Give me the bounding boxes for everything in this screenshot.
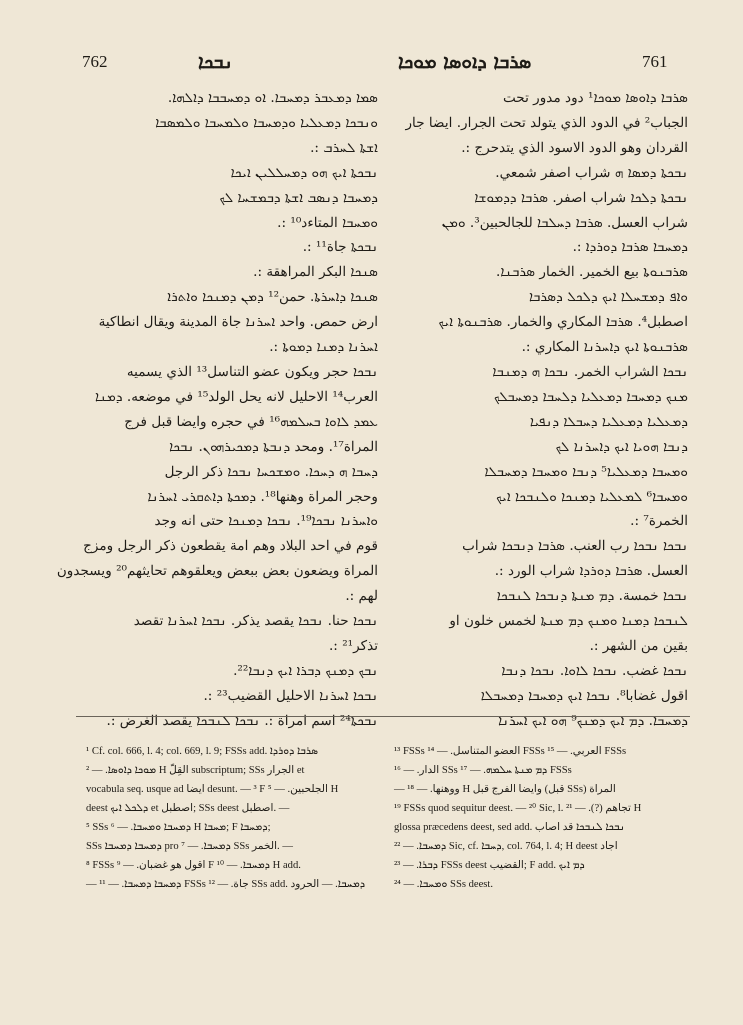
right-column-line: الخمرة⁷ :. (630, 513, 688, 530)
footnote-right-line: ¹⁹ FSSs quod sequitur deest. — ²⁰ Sic, l. تجاهم (?). — ²¹ H (394, 803, 642, 814)
right-running-head: ܣܪܒܐ ܕܐܘܣܐ ܡܘܟܐ (398, 51, 532, 73)
left-column-line: ܘܐܚܪܢܐ ܢܒܟܐ¹⁹. ܢܒܟܐ ܕܡܢܟܐ حتى انه وجد (154, 513, 378, 530)
right-column-line: العسل. ܣܪܒܐ ܕܘܪܕܐ شراب الورد :. (494, 563, 688, 580)
page-header (0, 48, 743, 84)
footnote-left-line: ⁵ SSs ܕܡܚܒܐ ܘܡܚܒܐ. — ⁶ H ܡܚܒܐ; F ܕܡܚܒܐ; (86, 822, 271, 833)
right-column-line: ܠܢܒܟܐ ܕܡܢܐ ܘܡܢܟ ܕܡ ܡܢܬܐ لخمس خلون او (449, 613, 688, 630)
right-page-number: 761 (642, 52, 668, 71)
left-column-line: ܘܢܒܟܐ ܕܡܥܠܝܐ ܘܕܡܚܒܐ ܘܠܡܚܒܐ ܘܠܡܣܒܐ (155, 114, 378, 131)
right-column-line: ܕܡܚܒܐ ܣܪܒܐ ܕܘܪܕܐ :. (572, 239, 688, 256)
left-column-line: ܣܢܟܐ ܕܐܚܪܬܐ. حمن¹² ܕܡܢ ܕܡܢܟܐ ܘܐܬܪܐ (167, 289, 378, 306)
left-column-line: ܐܫܬܐ ܠܚܪܒ :. (310, 139, 378, 156)
left-column-line: ܢܒܟܐ ܐܚܪܢܐ الاحليل القضيب²³ :. (203, 687, 378, 704)
right-column-line: الجباب² في الدود الذي يتولد تحت الجرار. ايضا جار (405, 114, 688, 131)
left-column-line: ܘܡܚܒܐ المتاءد¹⁰ :. (277, 214, 378, 231)
left-column-line: ܢܒܟ ܕܡܢܟ ܕܒܪܐ ܐܝܟ ܕܢܒܐ²². (233, 662, 378, 679)
left-column-line: ܐܚܪܢܐ ܕܡܢܐ ܕܡܘܬܐ :. (269, 339, 378, 356)
right-column-line: ܕܢܒܐ ܗܘܝܐ ܐܝܟ ܕܐܚܪܢܐ ܠܟ (555, 438, 688, 455)
footnote-left-line: SSs ܕܡܚܒܐ ܕܡܚܒܐ pro ܕܡܚܒܐ. — ⁷ SSs الخمر. — (86, 841, 293, 852)
right-column-line: ܕܡܥܠܝܐ ܕܡܥܠܝܐ ܕܚܒܠܐ ܕܢܦܝܐ (529, 413, 688, 430)
left-running-head: ܢܒܟܐ (198, 51, 233, 73)
right-column-line: ܣܪܒܐ ܕܐܘܣܐ ܡܘܟܐ¹ دود مدور تحت (502, 90, 688, 106)
left-column-line: ܕܡܚܒܐ ܕܢܣܒ ܐܫܬܐ ܕܒܡܫܚܐ ܠܟ (219, 189, 378, 206)
left-footnotes (86, 742, 378, 912)
left-column-line: لهم :. (345, 588, 378, 605)
right-column-line: ܢܒܟܐ ܢܒܟܐ رب العنب. ܣܪܒܐ ܕܢܒܟܐ شراب (462, 538, 688, 555)
right-footnotes (394, 742, 690, 912)
right-column-line: اقول غضابا⁸. ܢܒܟܐ ܐܝܟ ܕܡܚܒܐ ܕܡܚܒܠܐ (480, 687, 688, 704)
left-column-line: المراة ويضعون بعض ببعض ويعلقوهم تحايثهم²⁰ ويسجدون (56, 563, 378, 580)
right-column-line: ܢܒܟܐ غضب. ܢܒܟܐ ܠܐܘܐ. ܢܒܟܐ ܕܢܒܐ (501, 662, 688, 679)
right-column-line: ܢܒܟܬܐ ܕܠܟܐ شراب اصفر. ܣܪܒܐ ܕܕܡܘܫܐ (474, 189, 688, 206)
right-column-line: ܘܡܚܒܐ ܕܡܥܠܝܐ⁵ ܕܢܒܐ ܘܡܚܒܐ ܕܡܚܒܠܐ (484, 463, 688, 480)
left-column-line: المراة¹⁷. ومحد ܕܢܒܬܐ ܕܡܟܝܪܗܘܢ. ܢܒܟܐ (169, 438, 378, 455)
footnote-left-line: — ܕܡܚܒܐ ܕܡܚܒܐ. — ¹¹ FSSs جاة. — ¹² SSs add. ܕܡܚܒܐ. — الحرود (86, 879, 366, 890)
footnote-right-line: الدار. — ¹⁶ SSs ܕܡ ܡܢܬܐ ܚܠܡܗ. — ¹⁷ FSSs (394, 765, 572, 776)
right-column-line: بقين من الشهر :. (589, 637, 688, 654)
footnote-left-line: ⁸ FSSs اقول هو غضبان. — ⁹ F ܕܡܚܒܐ. — ¹⁰ H add. (86, 860, 301, 871)
left-column-line: ܢܒܟܬܐ جاة¹¹ :. (302, 239, 378, 256)
left-column-line: ارض حمص. واحد ܐܚܪܢܐ جاة المدينة ويقال انطاكية (98, 314, 378, 331)
left-column-line: ܢܒܟܬܐ ܐܝܟ ܗܘ ܕܡܚܠܠܝܢ ܐܝܟܐ (230, 164, 378, 181)
footnote-right-line: ¹³ FSSs العضو المتناسل. — ¹⁴ FSSs العربي. — ¹⁵ FSSs (394, 746, 627, 757)
right-column-line: ܢܒܟܐ خمسة. ܕܡ ܡܢܬܐ ܕܢܒܟܐ ܠܢܒܟܐ (496, 588, 688, 605)
right-column-line: ܣܪܒܢܘܬܐ بيع الخمير. الخمار ܣܪܒܢܐ. (496, 264, 688, 281)
right-text-column (388, 86, 688, 729)
footnote-left-line: ܡܘܟܐ ܕܐܘܣܐ. — ² H القِلّ subscriptum; SSs الجرار et (86, 765, 305, 776)
right-column-line: اصطبل⁴. ܣܪܒܐ المكاري والخمار. ܣܪܒܢܘܬܐ ܐܝܟ (438, 314, 688, 331)
right-column-line: ܘܐܦ ܕܡܫܚܠܐ ܐܝܟ ܕܠܟܠ ܕܣܪܒܐ (529, 289, 688, 306)
right-column-line: ܣܪܒܢܘܬܐ ܐܝܟ ܕܐܚܪܢܐ المكاري :. (521, 339, 688, 356)
left-column-line: قوم في احد البلاد وهم امة يقطعون ذكر الرجل ومزج (83, 538, 378, 555)
footnote-right-line: ܘܡܚܒܐ. — ²⁴ SSs deest. (394, 879, 494, 890)
right-column-line: ܢܒܟܬܐ ܕܡܣܐ ܗ شراب اصفر شمعي. (495, 164, 688, 181)
left-column-line: ܢܒܟܬܐ²⁴ اسم امراة :. ܢܒܟܐ ܠܢܒܟܐ يقصد الغرض :. (106, 712, 378, 729)
footnote-separator-rule (76, 716, 690, 717)
right-column-line: القردان وهو الدود الاسود الذي يتدحرج :. (461, 139, 688, 156)
footnote-right-line: glossa præcedens deest, sed add. ܢܒܟܐ ܠܢܒܟܐ قد اصاب (394, 822, 625, 833)
left-column-line: ܕܚܒܐ ܗ ܕܚܟܐ. ܘܡܫܟܚܐ ܢܒܟܐ ذكر الرجل (164, 463, 378, 480)
right-column-line: ܢܒܟܐ الشراب الخمر. ܢܒܟܐ ܗ ܕܡܢܒܐ (492, 363, 688, 380)
left-text-column (56, 86, 378, 729)
left-column-line: ܢܒܟܐ حنا. ܢܒܟܐ يقصد يذكر. ܢܒܟܐ ܐܚܪܢܐ تقصد (133, 613, 378, 630)
left-column-line: ܣܢܟܐ البكر المراهقة :. (253, 264, 378, 281)
left-column-line: وحجر المراة وهنها¹⁸. ܕܡܟܬܐ ܕܐܬܩܪܝ ܐܚܪܢܐ (147, 488, 378, 505)
left-column-line: ܢܒܟܐ حجر ويكون عضو التناسل¹³ الذي يسميه (126, 363, 378, 380)
footnote-left-line: ¹ Cf. col. 666, l. 4; col. 669, l. 9; FSSs add. ܣܪܒܐ ܕܘܪܕܐ (86, 746, 319, 757)
right-column-line: ܕܡܚܒܐ. ܕܡ ܐܝܟ ܕܡܢܟ⁹ ܗܘ ܐܝܟ ܐܚܪܢܐ (498, 712, 688, 729)
footnote-left-line: deest ܕܠܟܠ ܐܝܟ et اصطبل; SSs deest اصطبل. — (86, 803, 290, 814)
left-page-number: 762 (82, 52, 108, 71)
footnote-right-line: ܕܒܪܐ. — ²³ FSSs deest القضيب; F add. ܕܡ ܐܝܟ (394, 860, 585, 871)
footnote-left-line: vocabula seq. usque ad ايضا desunt. — ³ F الجلحبين. — ⁵ H (86, 784, 339, 795)
right-column-line: شراب العسل. ܣܪܒܐ ܕܚܠܒܐ للجالحبين³. ܘܡܢ (441, 214, 688, 231)
right-column-line: ܡܢܟ ܕܡܚܒܐ ܕܡܥܠܝܐ ܕܠܚܒܐ ܕܡܚܒܠܟ (493, 388, 688, 405)
left-column-line: تذكر²¹ :. (328, 637, 378, 654)
footnote-right-line: — ووهنها. — ¹⁸ H وايضا الفرج قبل (قبل SSs) المراة (394, 784, 616, 795)
left-column-line: العرب¹⁴ الاحليل لانه يحل الولد¹⁵ في موضعه. ܕܡܢܐ (95, 388, 378, 405)
left-column-line: ܥܡܕ ܠܐܘܐ ܒܚܠܡܗ¹⁶ في حجره وايضا قبل فرج (124, 413, 378, 430)
right-column-line: ܘܡܚܒܐ⁶ ܠܡܥܠܝܐ ܕܡܢܟܐ ܘܠܢܒܟܐ ܐܝܟ (496, 488, 688, 505)
footnote-right-line: ܕܡܚܒܐ. — ²² Sic, cf. ܕܚܒܐ, col. 764, l. 4; H deest اجاد (394, 841, 618, 852)
left-column-line: ܣܡܐ ܕܡܥܒܪ ܕܡܚܒܐ. ܐܘ ܕܡܚܒܒܐ ܕܐܠܗܐ. (167, 90, 378, 106)
